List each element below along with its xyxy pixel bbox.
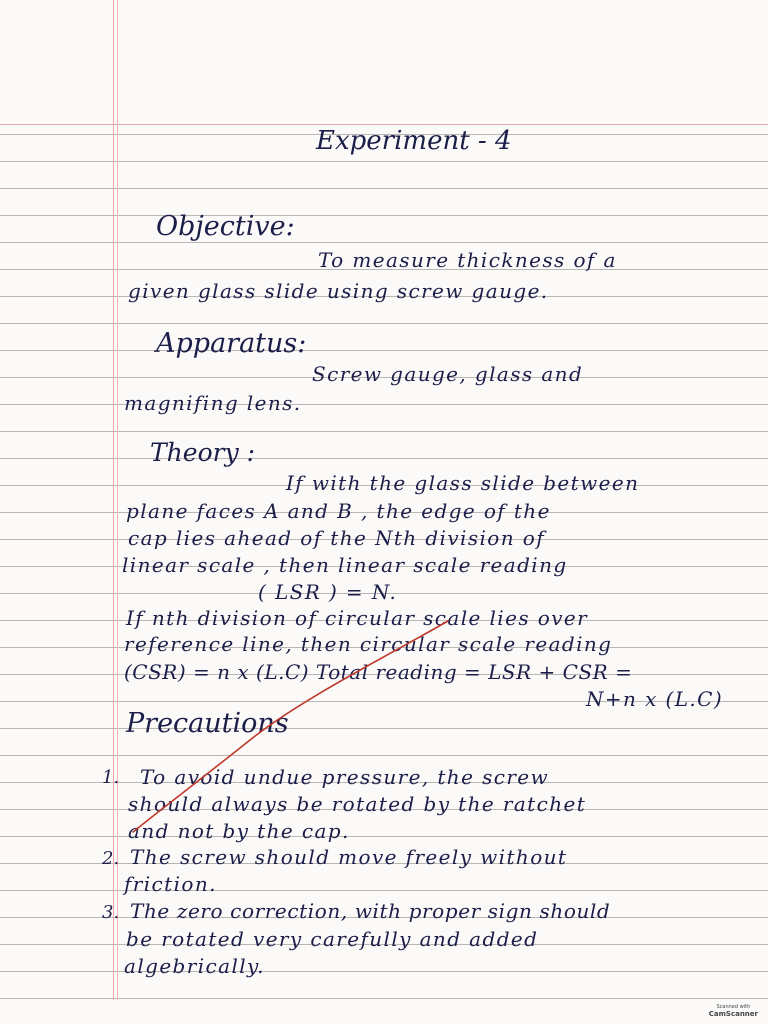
precaution-1-line-3: and not by the cap. bbox=[128, 819, 350, 843]
theory-line-5: ( LSR ) = N. bbox=[258, 580, 398, 604]
scanner-app-label: CamScanner bbox=[708, 1010, 758, 1018]
precaution-1-number: 1. bbox=[102, 767, 120, 788]
theory-line-7: reference line, then circular scale reading bbox=[124, 632, 613, 656]
precaution-1-line-1: To avoid undue pressure, the screw bbox=[140, 765, 550, 789]
precaution-3-line-3: algebrically. bbox=[124, 954, 265, 978]
theory-line-9: N+n x (L.C) bbox=[586, 687, 724, 711]
objective-line-2: given glass slide using screw gauge. bbox=[128, 279, 549, 303]
apparatus-line-2: magnifing lens. bbox=[124, 391, 302, 415]
theory-line-4: linear scale , then linear scale reading bbox=[122, 553, 568, 577]
objective-line-1: To measure thickness of a bbox=[318, 248, 617, 272]
theory-line-3: cap lies ahead of the Nth division of bbox=[128, 526, 546, 550]
theory-heading: Theory : bbox=[150, 438, 256, 467]
scanner-watermark bbox=[709, 1004, 758, 1018]
precaution-1-line-2: should always be rotated by the ratchet bbox=[128, 792, 587, 816]
precaution-2-line-1: The screw should move freely without bbox=[130, 845, 568, 869]
theory-line-2: plane faces A and B , the edge of the bbox=[126, 499, 551, 523]
theory-line-1: If with the glass slide between bbox=[286, 471, 640, 495]
theory-line-6: If nth division of circular scale lies over bbox=[126, 606, 589, 630]
precaution-3-line-1: The zero correction, with proper sign should bbox=[130, 899, 611, 923]
precaution-2-number: 2. bbox=[102, 848, 120, 869]
precautions-heading: Precautions bbox=[126, 708, 289, 739]
objective-heading: Objective: bbox=[156, 211, 295, 242]
precaution-3-line-2: be rotated very carefully and added bbox=[126, 927, 539, 951]
page-title: Experiment - 4 bbox=[316, 126, 512, 156]
theory-line-8: (CSR) = n x (L.C) Total reading = LSR + CSR = bbox=[124, 660, 633, 684]
precaution-3-number: 3. bbox=[102, 902, 120, 923]
apparatus-heading: Apparatus: bbox=[156, 328, 307, 359]
apparatus-line-1: Screw gauge, glass and bbox=[312, 362, 584, 386]
precaution-2-line-2: friction. bbox=[124, 872, 217, 896]
scanned-with-label: Scanned with bbox=[716, 1004, 751, 1010]
